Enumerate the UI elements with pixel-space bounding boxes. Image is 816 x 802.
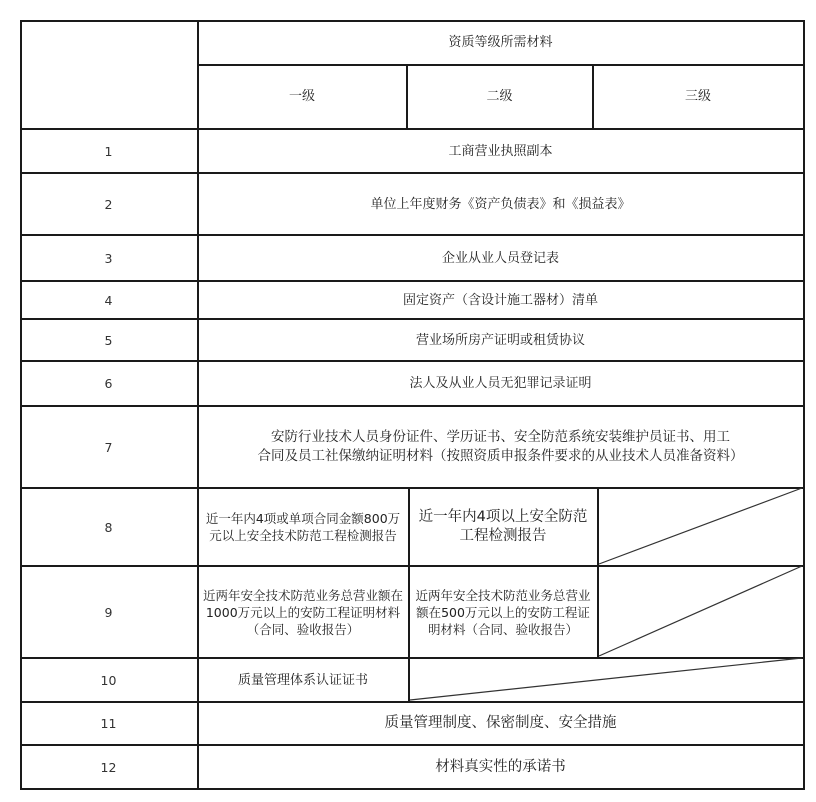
row-text: 质量管理制度、保密制度、安全措施 <box>384 715 617 731</box>
row-text-line-1: 安防行业技术人员身份证件、学历证书、安全防范系统安装维护员证书、用工 <box>271 429 730 445</box>
row-text-line-2: 合同及员工社保缴纳证明材料（按照资质申报条件要求的从业技术人员准备资料） <box>257 448 744 464</box>
row-text: 材料真实性的承诺书 <box>435 758 566 775</box>
row-text: 单位上年度财务《资产负债表》和《损益表》 <box>370 196 631 212</box>
header-level-3: 三级 <box>684 89 711 104</box>
qualification-materials-table <box>20 20 803 788</box>
header-level-2: 二级 <box>486 89 513 104</box>
row-number: 3 <box>104 250 113 266</box>
level-1-material: 近一年内4项或单项合同金额800万元以上安全技术防范工程检测报告 <box>205 511 401 543</box>
column-divider <box>597 487 599 657</box>
row-text-multiline <box>198 407 803 487</box>
row-number: 8 <box>104 519 113 535</box>
row-number: 7 <box>104 439 113 455</box>
row-text: 固定资产（含设计施工器材）清单 <box>402 292 598 308</box>
level-2-material: 近一年内4项以上安全防范工程检测报告 <box>418 509 588 544</box>
row-number: 2 <box>104 196 113 212</box>
row-text: 法人及从业人员无犯罪记录证明 <box>409 376 592 391</box>
row-text: 营业场所房产证明或租赁协议 <box>415 332 585 348</box>
row-number: 5 <box>104 332 113 348</box>
header-title: 资质等级所需材料 <box>448 34 553 50</box>
row-text: 企业从业人员登记表 <box>441 250 559 266</box>
level-2-material: 近两年安全技术防范业务总营业额在500万元以上的安防工程证明材料（合同、验收报告） <box>415 587 591 637</box>
level-1-material: 近两年安全技术防范业务总营业额在1000万元以上的安防工程证明材料（合同、验收报告） <box>202 587 403 637</box>
level-1-material: 质量管理体系认证证书 <box>237 672 368 688</box>
row-number: 10 <box>100 672 117 688</box>
row-text: 工商营业执照副本 <box>448 143 553 159</box>
row-number: 6 <box>104 376 113 391</box>
header-level-1: 一级 <box>288 89 315 104</box>
row-number: 4 <box>104 292 113 308</box>
row-number: 1 <box>104 143 113 159</box>
column-divider <box>408 487 410 701</box>
row-number: 12 <box>100 759 117 775</box>
row-number: 11 <box>100 716 117 731</box>
row-number: 9 <box>104 604 113 620</box>
